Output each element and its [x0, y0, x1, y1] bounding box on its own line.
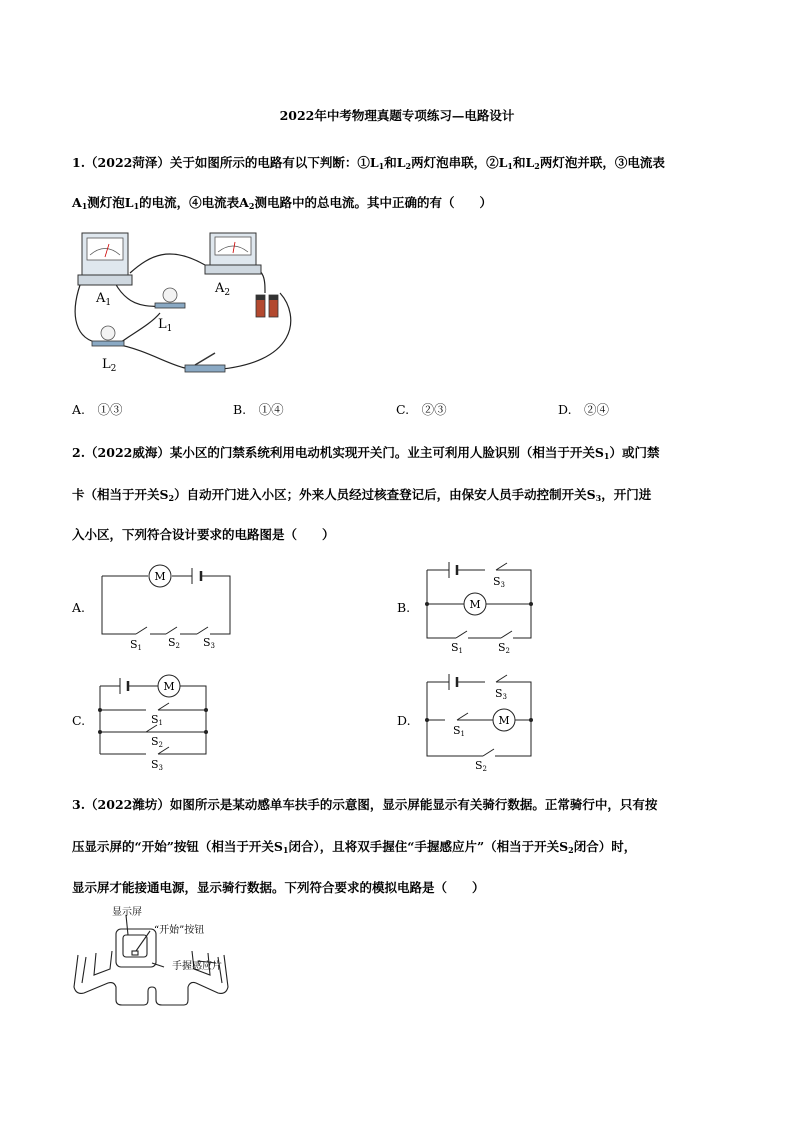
switch-icon — [185, 353, 225, 372]
q2-text: ，开门进 — [601, 487, 652, 502]
motor-label: M — [469, 598, 481, 611]
q1-sub: 1 — [378, 161, 385, 171]
q3-line-3: 显示屏才能接通电源，显示骑行数据。下列符合要求的模拟电路是（ ） — [72, 880, 485, 895]
q2-circuit-b[interactable] — [423, 558, 535, 654]
q1-text: 测电路中的总电流。其中正确的有（ ） — [254, 195, 492, 210]
q1-text: 1.（2022菏泽）关于如图所示的电路有以下判断：①L — [72, 155, 379, 170]
document-title: 2022年中考物理真题专项练习—电路设计 — [279, 108, 515, 123]
motor-label: M — [163, 680, 175, 693]
ammeter-a1-icon — [78, 233, 132, 285]
bulb-l2-icon — [92, 326, 124, 346]
q1-text: 和L — [384, 155, 406, 170]
q1-sub: 2 — [248, 201, 255, 211]
q2-text: ）自动开门进入小区；外来人员经过核查登记后，由保安人员手动控制开关S — [174, 487, 596, 502]
q1-sub: 1 — [81, 201, 88, 211]
q3-line-2 — [72, 837, 636, 855]
switch-s3-label: S3 — [495, 687, 508, 701]
switch-s2-label: S2 — [498, 641, 511, 654]
q1-sub: 1 — [507, 161, 513, 171]
ammeter-a2-icon — [205, 233, 261, 274]
q2-line-1 — [72, 443, 659, 461]
q3-text: 闭合），且将双手握住“手握感应片”（相当于开关S — [288, 839, 569, 854]
q1-option-a[interactable]: A. ①③ — [72, 402, 123, 417]
q1-option-c[interactable]: C. ②③ — [396, 402, 447, 417]
switch-s3-label: S3 — [151, 758, 164, 772]
ammeter-a2-label: $A_2$ — [215, 281, 231, 298]
q2-option-c-label[interactable]: C. — [72, 713, 86, 728]
q2-line-3: 入小区，下列符合设计要求的电路图是（ ） — [72, 527, 335, 542]
bulb-l1-icon — [155, 288, 185, 308]
screen-label: 显示屏 — [112, 907, 142, 918]
q3-text: 闭合）时， — [573, 839, 637, 854]
q2-text: 卡（相当于开关S — [72, 487, 169, 502]
q2-text: ）或门禁 — [609, 445, 660, 460]
start-button-label: “开始”按钮 — [154, 925, 205, 936]
switch-s1-label: S1 — [453, 724, 466, 738]
q1-line-1 — [72, 153, 665, 171]
q1-sub: 2 — [534, 161, 540, 171]
switch-s3-label: S3 — [493, 575, 506, 589]
q3-sub: 1 — [282, 845, 289, 855]
q1-option-b[interactable]: B. ①④ — [233, 402, 284, 417]
q2-option-b-label[interactable]: B. — [397, 600, 411, 615]
q3-sub: 2 — [568, 845, 574, 855]
q1-line-2 — [72, 193, 492, 211]
q3-text: 压显示屏的“开始”按钮（相当于开关S — [72, 839, 283, 854]
switch-s2-label: S2 — [151, 735, 164, 749]
motor-label: M — [154, 570, 166, 583]
motor-label: M — [498, 714, 510, 727]
q1-sub: 1 — [133, 201, 140, 211]
switch-s1-label: S1 — [151, 713, 164, 727]
q2-option-a-label[interactable]: A. — [72, 600, 86, 615]
q2-sub: 2 — [168, 493, 175, 503]
switch-s2-label: S2 — [168, 636, 181, 650]
bulb-l2-label: $L_2$ — [102, 357, 117, 374]
q2-line-2 — [72, 485, 651, 503]
switch-s1-label: S1 — [451, 641, 464, 654]
q1-sub: 2 — [405, 161, 412, 171]
q2-option-d-label[interactable]: D. — [397, 713, 411, 728]
q1-option-d[interactable]: D. ②④ — [558, 402, 610, 417]
switch-s2-label: S2 — [475, 759, 488, 772]
q1-text: 测灯泡L — [87, 195, 134, 210]
q1-text: 的电流，④电流表A — [139, 195, 249, 210]
q3-handlebar-figure — [68, 905, 238, 1010]
grip-sensor-label: 手握感应片 — [172, 961, 222, 972]
q2-text: 2.（2022威海）某小区的门禁系统利用电动机实现开关门。业主可利用人脸识别（相当于开关S — [72, 445, 604, 460]
q2-sub: 3 — [595, 493, 602, 503]
switch-s3-label: S3 — [203, 636, 216, 650]
switch-s1-label: S1 — [130, 638, 143, 650]
q2-sub: 1 — [603, 451, 610, 461]
battery-icon — [256, 295, 278, 317]
q1-text: A — [72, 195, 82, 210]
bulb-l1-label: $L_1$ — [158, 317, 173, 334]
q1-circuit-figure — [70, 225, 310, 380]
q1-text: 和L — [512, 155, 535, 170]
q2-circuit-c[interactable] — [96, 670, 211, 772]
ammeter-a1-label: $A_1$ — [96, 291, 112, 308]
q2-circuit-d[interactable] — [423, 670, 535, 772]
q1-text: 两灯泡串联，②L — [411, 155, 508, 170]
q2-circuit-a[interactable] — [100, 562, 235, 650]
q3-line-1: 3.（2022潍坊）如图所示是某动感单车扶手的示意图，显示屏能显示有关骑行数据。正常骑行中，只有按 — [72, 797, 658, 812]
q1-text: 两灯泡并联，③电流表 — [539, 155, 665, 170]
